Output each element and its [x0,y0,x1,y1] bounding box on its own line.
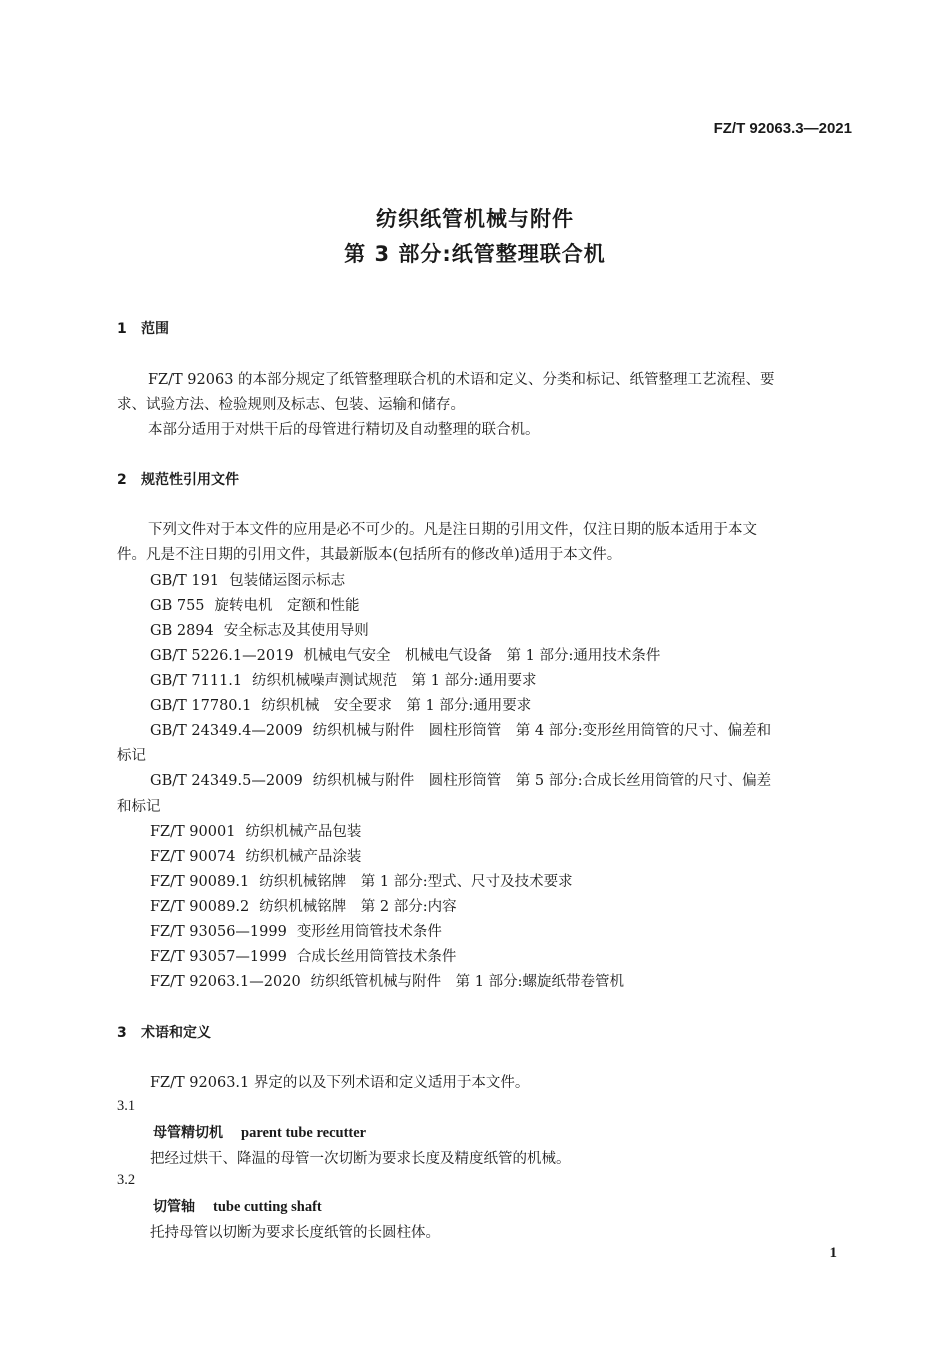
reference-item [150,594,360,615]
term-name [153,1122,366,1142]
reference-continuation: 标记 [117,748,146,764]
term-number: 3.1 [117,1098,136,1114]
reference-code: GB/T 24349.5—2009 [150,773,303,789]
section-title: 术语和定义 [141,1025,211,1041]
reference-item [150,719,771,740]
reference-title: 纺织机械与附件 圆柱形筒管 第 5 部分:合成长丝用筒管的尺寸、偏差 [312,773,772,789]
reference-code: GB 755 [150,598,205,614]
term-name-english: tube cutting shaft [213,1199,322,1215]
section-1-para1-line2: 求、试验方法、检验规则及标志、包装、运输和储存。 [117,397,465,413]
reference-title: 纺织机械铭牌 第 2 部分:内容 [259,899,457,915]
reference-code: GB/T 191 [150,573,220,589]
reference-code: GB/T 24349.4—2009 [150,723,303,739]
term-definition: 托持母管以切断为要求长度纸管的长圆柱体。 [150,1225,440,1241]
section-2-heading [117,469,239,489]
section-2-intro-line1: 下列文件对于本文件的应用是必不可少的。凡是注日期的引用文件，仅注日期的版本适用于本文 [148,522,757,538]
reference-item [150,619,369,640]
reference-code: GB/T 17780.1 [150,698,252,714]
reference-title: 纺织机械噪声测试规范 第 1 部分:通用要求 [252,673,537,689]
section-number: 1 [117,321,127,337]
reference-code: GB 2894 [150,623,214,639]
reference-title: 纺织机械与附件 圆柱形筒管 第 4 部分:变形丝用筒管的尺寸、偏差和 [312,723,772,739]
reference-code: FZ/T 90089.1 [150,874,250,890]
reference-code: FZ/T 90089.2 [150,899,250,915]
reference-code: FZ/T 93056—1999 [150,924,287,940]
reference-title: 包装储运图示标志 [229,573,346,589]
term-name-chinese: 母管精切机 [153,1125,223,1141]
reference-title: 纺织机械产品包装 [245,824,362,840]
section-1-para1-line1: FZ/T 92063 的本部分规定了纸管整理联合机的术语和定义、分类和标记、纸管整理工艺流程、要 [148,372,775,388]
reference-item [150,895,457,916]
reference-item [150,820,361,841]
term-number: 3.2 [117,1172,136,1188]
reference-title: 机械电气安全 机械电气设备 第 1 部分:通用技术条件 [303,648,661,664]
section-1-heading [117,318,169,338]
reference-code: FZ/T 90001 [150,824,236,840]
reference-title: 合成长丝用筒管技术条件 [296,949,457,965]
reference-item [150,945,456,966]
section-2-intro-line2: 件。凡是不注日期的引用文件，其最新版本(包括所有的修改单)适用于本文件。 [117,547,622,563]
reference-title: 纺织机械铭牌 第 1 部分:型式、尺寸及技术要求 [259,874,573,890]
reference-item [150,845,361,866]
section-title: 规范性引用文件 [141,472,239,488]
reference-title: 纺织纸管机械与附件 第 1 部分:螺旋纸带卷管机 [310,974,624,990]
reference-code: FZ/T 92063.1—2020 [150,974,301,990]
reference-item [150,694,531,715]
reference-code: GB/T 7111.1 [150,673,243,689]
reference-continuation: 和标记 [117,799,161,815]
section-3-heading [117,1022,211,1042]
reference-code: FZ/T 90074 [150,849,236,865]
term-name [153,1196,322,1216]
section-1-para2: 本部分适用于对烘干后的母管进行精切及自动整理的联合机。 [148,422,540,438]
reference-title: 纺织机械 安全要求 第 1 部分:通用要求 [261,698,532,714]
reference-title: 旋转电机 定额和性能 [214,598,360,614]
reference-item [150,920,442,941]
section-number: 3 [117,1025,127,1041]
reference-code: FZ/T 93057—1999 [150,949,287,965]
reference-code: GB/T 5226.1—2019 [150,648,294,664]
reference-title: 安全标志及其使用导则 [223,623,369,639]
standard-number: FZ/T 92063.3—2021 [713,120,852,137]
term-definition: 把经过烘干、降温的母管一次切断为要求长度及精度纸管的机械。 [150,1151,571,1167]
reference-item [150,644,660,665]
reference-item [150,669,536,690]
section-3-intro: FZ/T 92063.1 界定的以及下列术语和定义适用于本文件。 [150,1075,530,1091]
reference-item [150,769,771,790]
section-title: 范围 [141,321,169,337]
reference-item [150,970,624,991]
reference-title: 纺织机械产品涂装 [245,849,362,865]
reference-title: 变形丝用筒管技术条件 [296,924,442,940]
section-number: 2 [117,472,127,488]
document-title-line1: 纺织纸管机械与附件 [376,207,574,231]
term-name-english: parent tube recutter [241,1125,367,1141]
reference-item [150,870,573,891]
document-title-line2: 第 3 部分:纸管整理联合机 [344,242,606,266]
term-name-chinese: 切管轴 [153,1199,195,1215]
reference-item [150,569,345,590]
page-number: 1 [829,1245,837,1261]
